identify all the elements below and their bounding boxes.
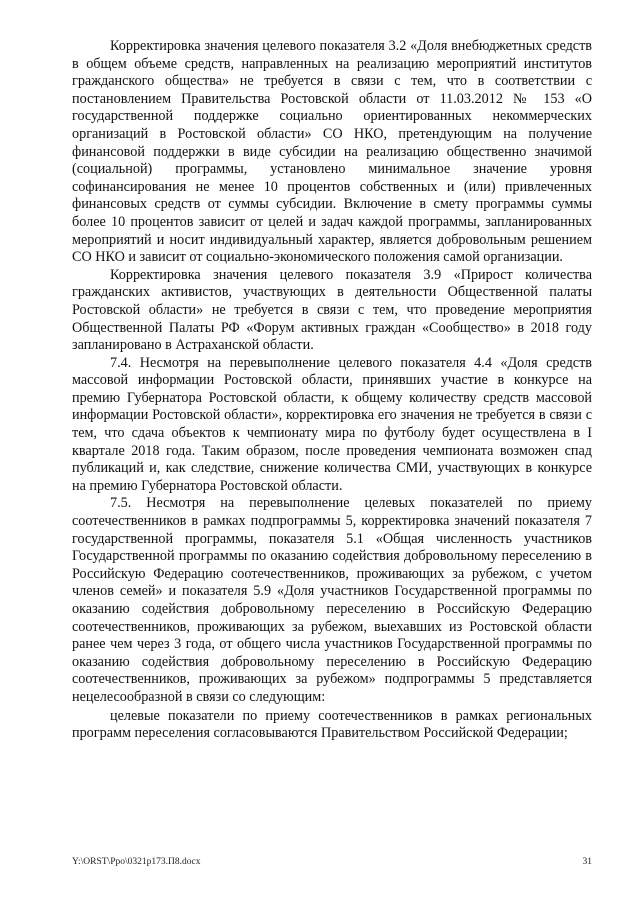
paragraph-indicator-3-9: Корректировка значения целевого показателя 3.9 «Прирост количества гражданских активистов, участвующих в деятельности Общественной палаты Ростовской области» не требуется в связи с тем, что проведение мероприятия Общественной Палаты РФ «Форум активных граждан «Сообщество» в 2018 году запланировано в Астраханской области. — [72, 266, 592, 354]
footer-file-path: Y:\ORST\Ppo\0321p173.П8.docx — [72, 857, 201, 867]
page-number: 31 — [582, 857, 592, 867]
page-footer — [72, 855, 592, 869]
paragraph-indicator-3-2: Корректировка значения целевого показателя 3.2 «Доля внебюджетных средств в общем объеме средств, направленных на реализацию мероприятий институтов гражданского общества» не требуется в связи с тем, что в соответствии с постановлением Правительства Ростовской области от 11.03.2012 № 153 «О государственной поддержке социально ориентированных некоммерческих организаций в Ростовской области» СО НКО, претендующим на получение финансовой поддержки в виде субсидии на реализацию общественно значимой (социальной) программы, установлено минимальное значение уровня софинансирования не менее 10 процентов собственных и (или) привлеченных финансовых средств от суммы субсидии. Включение в смету программы суммы более 10 процентов зависит от целей и задач каждой программы, запланированных мероприятий и носит индивидуальный характер, является добровольным решением СО НКО и зависит от социально-экономического положения самой организации. — [72, 38, 592, 266]
paragraph-list-item: целевые показатели по приему соотечественников в рамках региональных программ переселения согласовываются Правительством Российской Федерации; — [72, 707, 592, 742]
paragraph-item-7-5: 7.5. Несмотря на перевыполнение целевых показателей по приему соотечественников в рамках подпрограммы 5, корректировка значений показателя 7 государственной программы, показателя 5.1 «Общая численность участников Государственной программы по оказанию содействия добровольному переселению в Российскую Федерацию соотечественников, проживающих за рубежом, с учетом членов семей» и показателя 5.9 «Доля участников Государственной программы по оказанию содействия добровольному переселению в Российскую Федерацию соотечественников, проживающих за рубежом, выехавших из Ростовской области ранее чем через 3 года, от общего числа участников Государственной программы по оказанию содействия добровольному переселению в Российскую Федерацию соотечественников, проживающих за рубежом» подпрограммы 5 представляется нецелесообразной в связи со следующим: — [72, 495, 592, 705]
paragraph-item-7-4: 7.4. Несмотря на перевыполнение целевого показателя 4.4 «Доля средств массовой информации Ростовской области, принявших участие в конкурсе на премию Губернатора Ростовской области, к общему количеству средств массовой информации Ростовской области», корректировка его значения не требуется в связи с тем, что сдача объектов к чемпионату мира по футболу будет осуществлена в I квартале 2018 года. Таким образом, после проведения чемпионата возможен спад публикаций и, как следствие, снижение количества СМИ, участвующих в конкурсе на премию Губернатора Ростовской области. — [72, 354, 592, 494]
document-body — [72, 38, 592, 743]
